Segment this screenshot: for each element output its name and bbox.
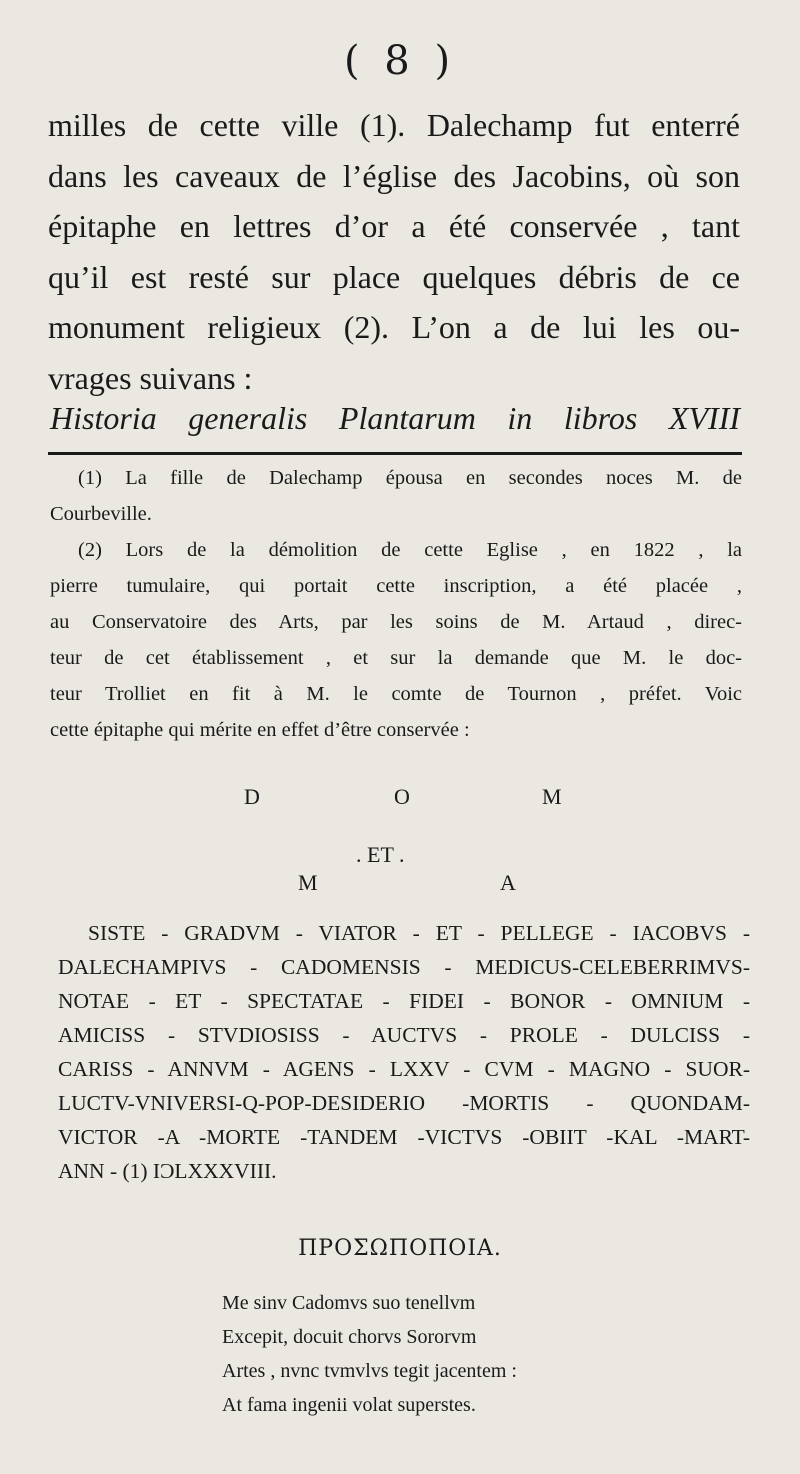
epitaph-line: AMICISS - STVDIOSISS - AUCTVS - PROLE - DULCISS - bbox=[58, 1023, 750, 1047]
verse bbox=[222, 1286, 517, 1422]
footnote-line: pierre tumulaire, qui portait cette inscription, a été placée , bbox=[50, 575, 742, 597]
greek-heading: ΠΡΟΣΩΠΟΠΟΙΑ. bbox=[298, 1236, 502, 1261]
epitaph-line: LUCTV-VNIVERSI-Q-POP-DESIDERIO -MORTIS - QUONDAM- bbox=[58, 1091, 750, 1115]
verse-line: At fama ingenii volat superstes. bbox=[222, 1394, 476, 1416]
epitaph-line: SISTE - GRADVM - VIATOR - ET - PELLEGE - IACOBVS - bbox=[88, 921, 750, 945]
epitaph-line: CARISS - ANNVM - AGENS - LXXV - CVM - MAGNO - SUOR- bbox=[58, 1057, 750, 1081]
epitaph-inscription bbox=[58, 916, 750, 1188]
epitaph-line: NOTAE - ET - SPECTATAE - FIDEI - BONOR - OMNIUM - bbox=[58, 989, 750, 1013]
epitaph-et: . ET . bbox=[356, 842, 405, 867]
main-line: milles de cette ville (1). Dalechamp fut enterré bbox=[48, 107, 740, 143]
book-title: Historia generalis Plantarum in libros XVIII bbox=[50, 400, 740, 436]
verse-line: Me sinv Cadomvs suo tenellvm bbox=[222, 1292, 476, 1314]
epitaph-letter-o: O bbox=[394, 784, 410, 809]
main-line: qu’il est resté sur place quelques débris de ce bbox=[48, 258, 740, 295]
epitaph-line: VICTOR -A -MORTE -TANDEM -VICTVS -OBIIT -KAL -MART- bbox=[58, 1125, 750, 1149]
footnote-line: (2) Lors de la démolition de cette Eglise , en 1822 , la bbox=[78, 539, 742, 561]
main-line: épitaphe en lettres d’or a été conservée , tant bbox=[48, 208, 740, 244]
main-line: vrages suivans : bbox=[48, 359, 253, 396]
main-paragraph bbox=[48, 100, 740, 403]
footnote-line: au Conservatoire des Arts, par les soins de M. Artaud , direc- bbox=[50, 611, 742, 633]
epitaph-letter-a: A bbox=[500, 870, 516, 895]
footnote-line: (1) La fille de Dalechamp épousa en secondes noces M. de bbox=[78, 467, 742, 489]
footnote-line: cette épitaphe qui mérite en effet d’être conservée : bbox=[50, 719, 470, 741]
main-line: monument religieux (2). L’on a de lui les ou- bbox=[48, 309, 740, 345]
footnote-divider bbox=[48, 452, 742, 455]
epitaph-line: ANN - (1) IϽLXXXVIII. bbox=[58, 1159, 277, 1183]
page-number: ( 8 ) bbox=[343, 38, 457, 84]
epitaph-letter-m: M bbox=[542, 784, 562, 809]
epitaph-letter-m2: M bbox=[298, 870, 318, 895]
footnote-line: teur Trolliet en fit à M. le comte de Tournon , préfet. Voic bbox=[50, 683, 742, 705]
footnote-line: Courbeville. bbox=[50, 503, 152, 525]
verse-line: Artes , nvnc tvmvlvs tegit jacentem : bbox=[222, 1360, 517, 1382]
footnotes bbox=[50, 460, 742, 748]
footnote-line: teur de cet établissement , et sur la demande que M. le doc- bbox=[50, 647, 742, 669]
verse-line: Excepit, docuit chorvs Sororvm bbox=[222, 1326, 477, 1348]
epitaph-line: DALECHAMPIVS - CADOMENSIS - MEDICUS-CELEBERRIMVS- bbox=[58, 955, 750, 979]
epitaph-letter-d: D bbox=[244, 784, 260, 809]
main-line: dans les caveaux de l’église des Jacobins, où son bbox=[48, 157, 740, 194]
